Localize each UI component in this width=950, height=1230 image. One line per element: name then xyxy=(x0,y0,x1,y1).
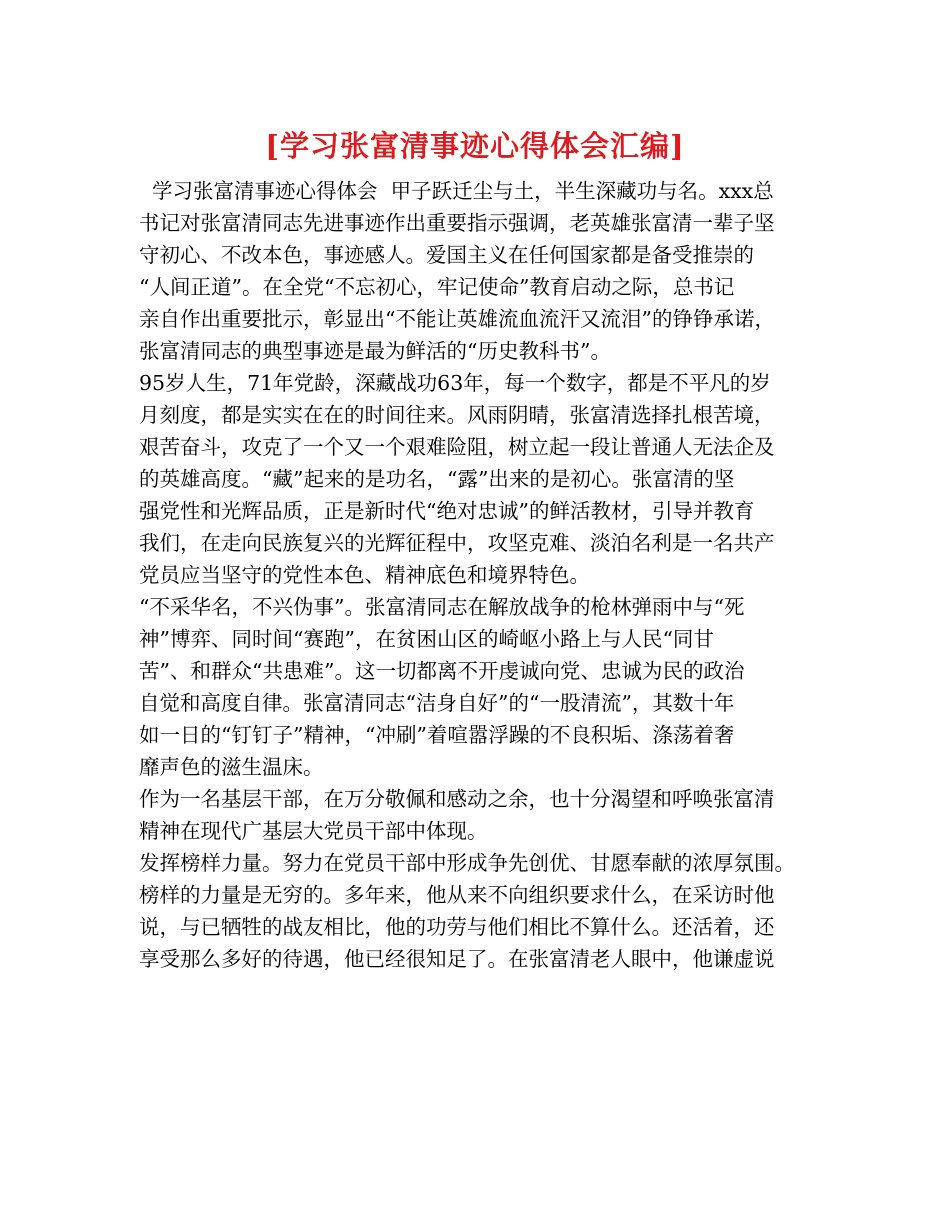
body-line: 强党性和光辉品质，正是新时代“绝对忠诚”的鲜活教材，引导并教育 xyxy=(139,499,755,523)
body-line: 享受那么多好的待遇，他已经很知足了。在张富清老人眼中，他谦虚说 xyxy=(139,947,775,971)
body-line: 月刻度，都是实实在在的时间往来。风雨阴晴，张富清选择扎根苦境， xyxy=(139,403,775,427)
body-line: 张富清同志的典型事迹是最为鲜活的“历史教科书”。 xyxy=(139,339,611,363)
body-line: 自觉和高度自律。张富清同志“洁身自好”的“一股清流”，其数十年 xyxy=(139,691,735,715)
body-line: 亲自作出重要批示，彰显出“不能让英雄流血流汗又流泪”的铮铮承诺， xyxy=(139,307,775,331)
body-line: 95岁人生，71年党龄，深藏战功63年，每一个数字，都是不平凡的岁 xyxy=(139,371,771,395)
body-line: 学习张富清事迹心得体会 甲子跃迁尘与土，半生深藏功与名。xxx总 xyxy=(139,179,774,203)
body-line: “不采华名，不兴伪事”。张富清同志在解放战争的枪林弹雨中与“死 xyxy=(139,595,745,619)
body-line: 榜样的力量是无穷的。多年来，他从来不向组织要求什么，在采访时他 xyxy=(139,883,775,907)
body-line: 苦”、和群众“共患难”。这一切都离不开虔诚向党、忠诚为民的政治 xyxy=(139,659,745,683)
body-line: 靡声色的滋生温床。 xyxy=(139,755,324,779)
body-line: 书记对张富清同志先进事迹作出重要指示强调，老英雄张富清一辈子坚 xyxy=(139,211,775,235)
body-line: 作为一名基层干部，在万分敬佩和感动之余，也十分渴望和呼唤张富清 xyxy=(139,787,775,811)
body-line: 说，与已牺牲的战友相比，他的功劳与他们相比不算什么。还活着，还 xyxy=(139,915,775,939)
body-line: “人间正道”。在全党“不忘初心，牢记使命”教育启动之际，总书记 xyxy=(139,275,735,299)
body-line: 党员应当坚守的党性本色、精神底色和境界特色。 xyxy=(139,563,590,587)
body-line: 神”博弈、同时间“赛跑”，在贫困山区的崎岖小路上与人民“同甘 xyxy=(139,627,714,651)
body-line: 艰苦奋斗，攻克了一个又一个艰难险阻，树立起一段让普通人无法企及 xyxy=(139,435,775,459)
body-line: 的英雄高度。“藏”起来的是功名，“露”出来的是初心。张富清的坚 xyxy=(139,467,735,491)
document-title: [学习张富清事迹心得体会汇编] xyxy=(265,129,685,163)
body-line: 精神在现代广基层大党员干部中体现。 xyxy=(139,819,488,843)
document-body xyxy=(139,175,821,975)
body-line: 守初心、不改本色，事迹感人。爱国主义在任何国家都是备受推崇的 xyxy=(139,243,754,267)
body-line: 发挥榜样力量。努力在党员干部中形成争先创优、甘愿奉献的浓厚氛围。 xyxy=(139,851,795,875)
body-line: 我们，在走向民族复兴的光辉征程中，攻坚克难、淡泊名利是一名共产 xyxy=(139,531,775,555)
body-line: 如一日的“钉钉子”精神，“冲刷”着喧嚣浮躁的不良积垢、涤荡着奢 xyxy=(139,723,735,747)
